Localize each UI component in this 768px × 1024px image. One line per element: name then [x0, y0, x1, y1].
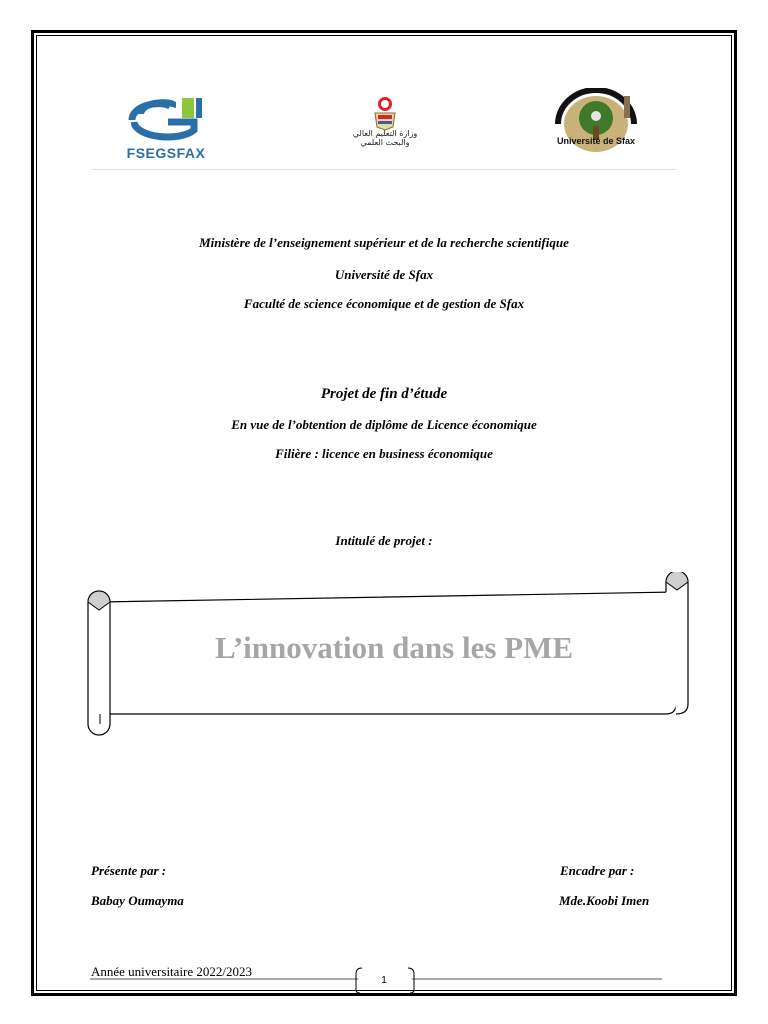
fseg-emblem-icon [110, 92, 222, 144]
supervised-by-label: Encadre par : [560, 863, 635, 878]
usf-seal-icon [540, 88, 652, 160]
supervisor-name: Mde.Koobi Imen [559, 893, 650, 908]
coat-of-arms-icon [345, 95, 425, 131]
ministry-line: Ministère de l’enseignement supérieur et de la recherche scientifique [199, 235, 569, 250]
page-border-inner [36, 35, 732, 991]
title-label: Intitulé de projet : [335, 533, 433, 548]
usf-logo-text: Université de Sfax [556, 136, 636, 146]
usf-logo [540, 88, 652, 160]
diploma-purpose: En vue de l’obtention de diplôme de Licence économique [231, 417, 537, 432]
presented-by-label: Présente par : [91, 863, 167, 878]
project-heading: Projet de fin d’étude [320, 386, 448, 402]
faculty-line: Faculté de science économique et de gestion de Sfax [243, 296, 525, 311]
arms-caption [345, 129, 425, 147]
university-line: Université de Sfax [334, 267, 434, 282]
header-divider [92, 169, 676, 170]
academic-year: Année universitaire 2022/2023 [91, 964, 253, 979]
student-name: Babay Oumayma [91, 893, 184, 908]
track-line: Filière : licence en business économique [275, 446, 493, 461]
page-number: 1 [381, 975, 387, 986]
fseg-logo-text: FSEGSFAX [126, 145, 206, 161]
arms-caption-line2: والبحث العلمي [360, 138, 410, 147]
ministry-arms-logo [345, 95, 425, 157]
arms-caption-line1: وزارة التعليم العالي [352, 129, 418, 138]
fseg-logo [110, 92, 222, 162]
project-title: L’innovation dans les PME [214, 630, 574, 665]
